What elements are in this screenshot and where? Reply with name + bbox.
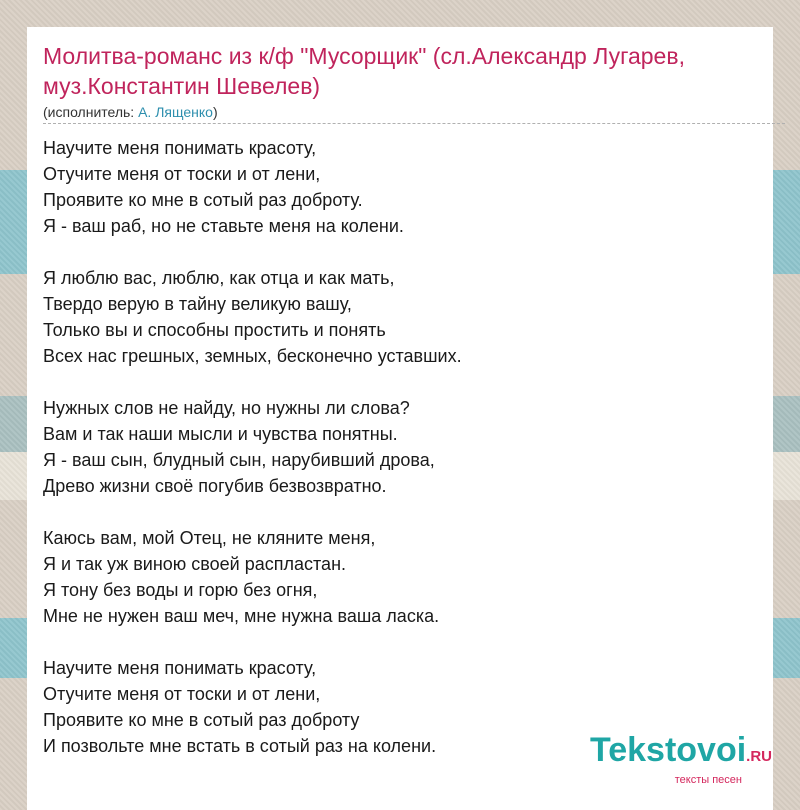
lyrics-line: Я люблю вас, люблю, как отца и как мать,: [43, 268, 395, 288]
lyrics-stanza: [43, 135, 743, 239]
lyrics-stanza: [43, 395, 743, 499]
performer-link[interactable]: А. Лященко: [138, 104, 213, 120]
lyrics-line: Мне не нужен ваш меч, мне нужна ваша ласка.: [43, 606, 440, 626]
logo-subtitle: тексты песен: [674, 774, 742, 786]
lyrics-line: Вам и так наши мысли и чувства понятны.: [43, 424, 398, 444]
logo-tld: .RU: [746, 748, 772, 765]
lyrics-stanza: [43, 265, 743, 369]
lyrics-line: Нужных слов не найду, но нужны ли слова?: [43, 398, 410, 418]
lyrics-line: Древо жизни своё погубив безвозвратно.: [43, 476, 387, 496]
lyrics-line: Я - ваш сын, блудный сын, нарубивший дрова,: [43, 450, 435, 470]
lyrics-line: Отучите меня от тоски и от лени,: [43, 684, 321, 704]
lyrics-line: Проявите ко мне в сотый раз доброту.: [43, 190, 363, 210]
lyrics-line: Я тону без воды и горю без огня,: [43, 580, 318, 600]
lyrics-line: Отучите меня от тоски и от лени,: [43, 164, 321, 184]
performer-prefix: (исполнитель:: [43, 104, 139, 120]
lyrics-line: И позвольте мне встать в сотый раз на колени.: [43, 736, 437, 756]
logo-wordmark: [590, 733, 772, 774]
lyrics-line: Проявите ко мне в сотый раз доброту: [43, 710, 360, 730]
content-panel: [27, 27, 773, 810]
lyrics-line: Всех нас грешных, земных, бесконечно уставших.: [43, 346, 462, 366]
song-header: [43, 41, 753, 124]
song-title: Молитва-романс из к/ф "Мусорщик" (сл.Александр Лугарев, муз.Константин Шевелев): [43, 43, 685, 99]
lyrics-line: Я - ваш раб, но не ставьте меня на колени.: [43, 216, 404, 236]
lyrics-line: Научите меня понимать красоту,: [43, 138, 317, 158]
lyrics-line: Каюсь вам, мой Отец, не кляните меня,: [43, 528, 376, 548]
lyrics-line: Только вы и способны простить и понять: [43, 320, 386, 340]
lyrics-line: Твердо верую в тайну великую вашу,: [43, 294, 352, 314]
lyrics-line: Научите меня понимать красоту,: [43, 658, 317, 678]
lyrics-stanza: [43, 525, 743, 629]
lyrics-body: [43, 135, 743, 785]
lyrics-line: Я и так уж виною своей распластан.: [43, 554, 347, 574]
performer-line: [43, 103, 785, 124]
performer-suffix: ): [212, 104, 218, 120]
site-logo[interactable]: [590, 733, 772, 786]
logo-main-text: Tekstovoi: [589, 731, 747, 769]
